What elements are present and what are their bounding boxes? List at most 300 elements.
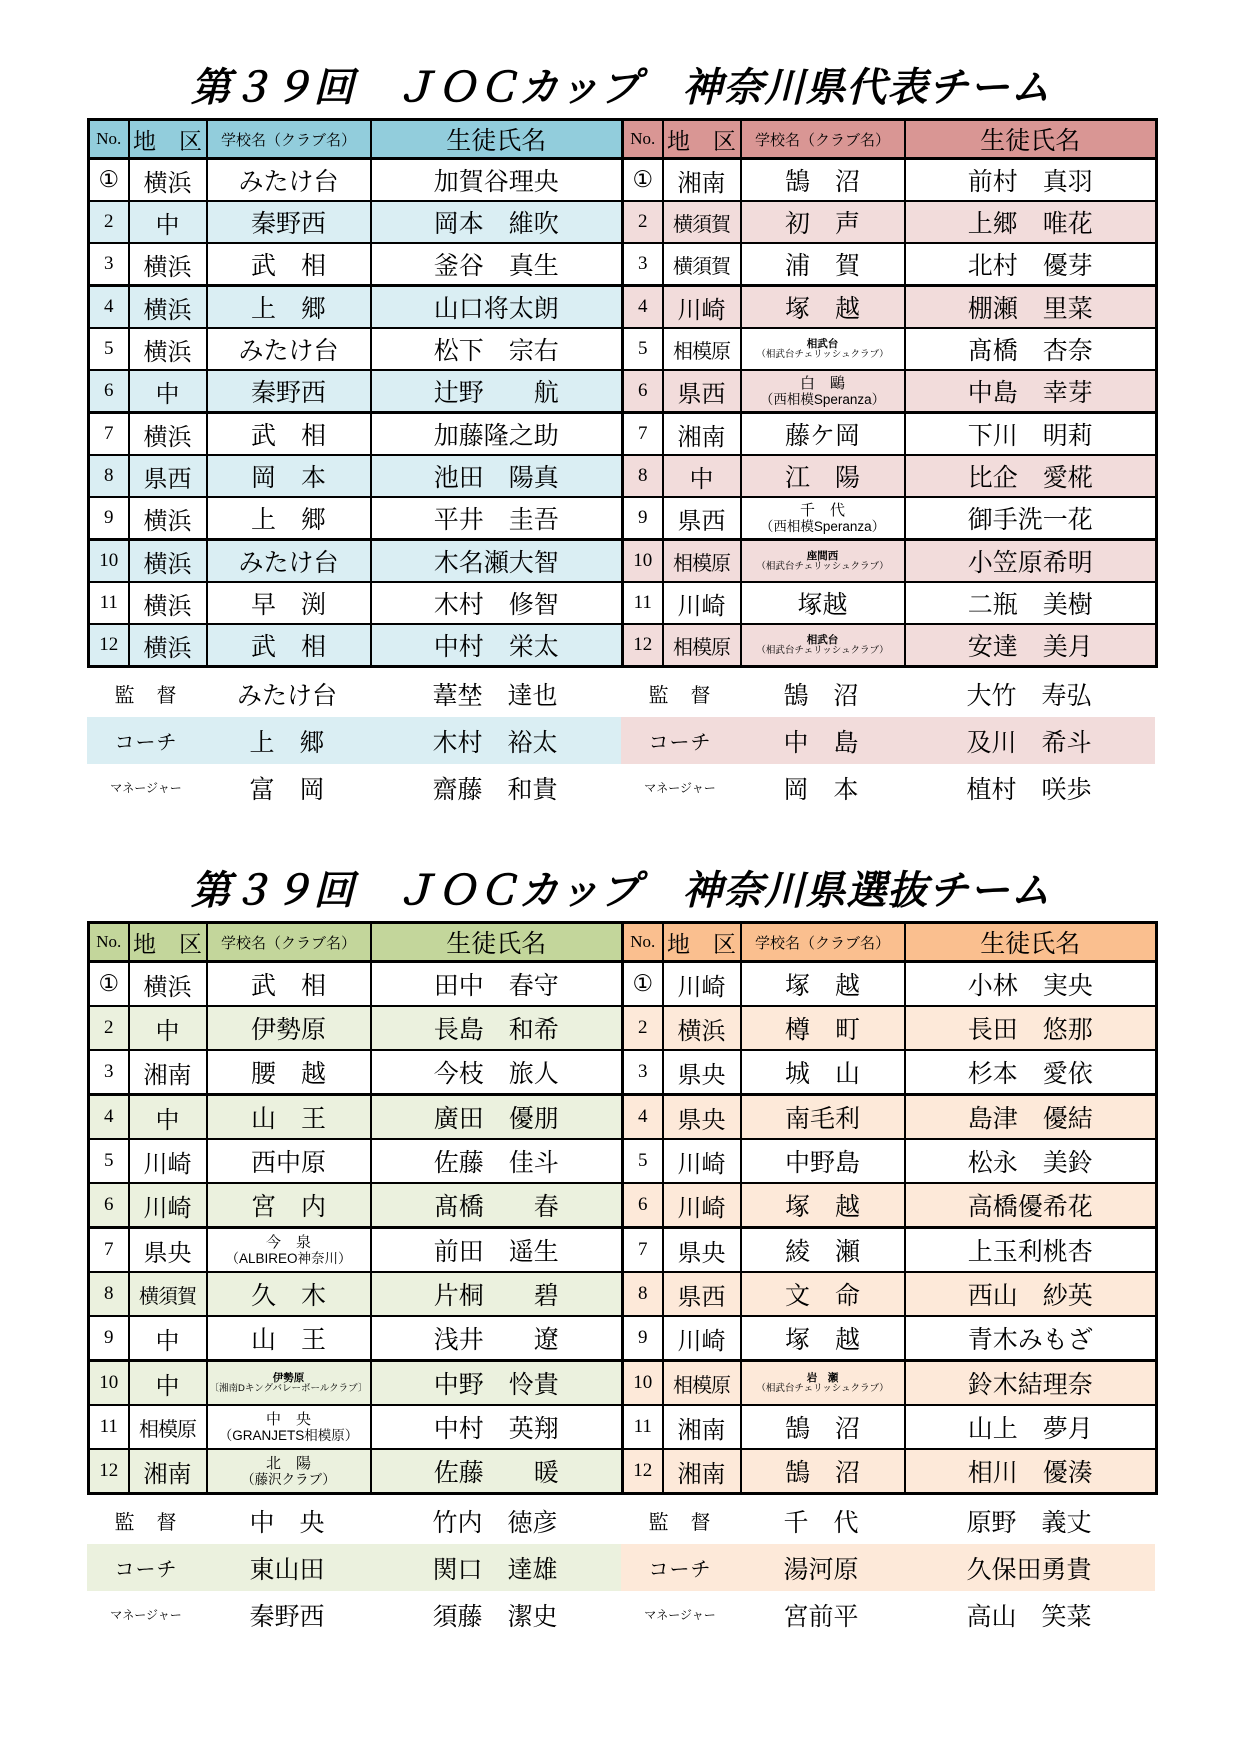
club-name-label: （西相模Speranza） xyxy=(759,518,886,534)
club-name-label: （相武台チェリッシュクラブ） xyxy=(756,560,889,572)
no-cell: 9 xyxy=(89,1316,129,1361)
player-name-cell: 木名瀬大智 xyxy=(371,540,623,583)
district-cell: 横浜 xyxy=(129,624,207,667)
district-cell: 相模原 xyxy=(663,540,741,583)
no-cell: 5 xyxy=(89,1139,129,1183)
player-row xyxy=(89,1316,623,1361)
district-cell: 相模原 xyxy=(663,1361,741,1406)
district-cell: 横浜 xyxy=(129,243,207,286)
no-cell: ① xyxy=(623,962,663,1007)
staff-school: みたけ台 xyxy=(236,682,337,710)
staff-school: 宮前平 xyxy=(783,1603,859,1631)
player-name-cell: 田中 春守 xyxy=(371,962,623,1007)
table-title: 第３９回 ＪＯＣカップ 神奈川県代表チーム xyxy=(190,66,1052,110)
district-cell: 川崎 xyxy=(663,1316,741,1361)
player-name-cell: 上玉利桃杏 xyxy=(905,1228,1157,1273)
no-cell: ① xyxy=(623,159,663,202)
player-row xyxy=(623,159,1157,202)
school-cell: 武 相 xyxy=(207,413,371,456)
player-row xyxy=(89,497,623,540)
district-cell: 横浜 xyxy=(129,328,207,370)
school-cell: みたけ台 xyxy=(207,328,371,370)
header-name: 生徒氏名 xyxy=(371,120,623,159)
no-cell: 12 xyxy=(89,1449,129,1494)
no-cell: 9 xyxy=(89,497,129,540)
player-name-cell: 山口将太朗 xyxy=(371,286,623,329)
school-cell: 山 王 xyxy=(207,1095,371,1140)
no-cell: 11 xyxy=(623,1405,663,1449)
player-name-cell: 佐藤 佳斗 xyxy=(371,1139,623,1183)
school-club-stack xyxy=(742,329,904,369)
district-cell: 川崎 xyxy=(663,582,741,624)
district-cell: 川崎 xyxy=(663,286,741,329)
school-cell: 塚 越 xyxy=(741,286,905,329)
staff-role-label: 監 督 xyxy=(114,1512,178,1534)
player-row xyxy=(623,540,1157,583)
player-name-cell: 加藤隆之助 xyxy=(371,413,623,456)
district-cell: 県西 xyxy=(663,497,741,540)
district-cell: 湘南 xyxy=(663,1405,741,1449)
player-name-cell: 佐藤 暖 xyxy=(371,1449,623,1494)
staff-name: 高山 笑菜 xyxy=(966,1603,1092,1631)
player-name-cell: 杉本 愛依 xyxy=(905,1050,1157,1095)
staff-name: 葦埜 達也 xyxy=(432,682,558,710)
player-name-cell: 下川 明莉 xyxy=(905,413,1157,456)
player-row xyxy=(623,624,1157,667)
school-cell: 初 声 xyxy=(741,201,905,243)
staff-row xyxy=(621,717,1155,764)
school-cell: 秦野西 xyxy=(207,370,371,413)
player-row xyxy=(623,243,1157,286)
no-cell: 4 xyxy=(89,1095,129,1140)
staff-row xyxy=(621,1591,1155,1638)
player-name-cell: 中村 栄太 xyxy=(371,624,623,667)
staff-school: 上 郷 xyxy=(249,729,325,757)
school-cell: 江 陽 xyxy=(741,455,905,497)
staff-name: 関口 達雄 xyxy=(432,1556,558,1584)
player-row xyxy=(89,540,623,583)
no-cell: 2 xyxy=(623,201,663,243)
no-cell: 12 xyxy=(623,1449,663,1494)
player-row xyxy=(623,962,1157,1007)
roster-table xyxy=(87,118,624,668)
team-halves xyxy=(87,118,1155,811)
player-name-cell: 木村 修智 xyxy=(371,582,623,624)
no-cell: 10 xyxy=(89,1361,129,1406)
district-cell: 県西 xyxy=(663,370,741,413)
player-row xyxy=(89,1361,623,1406)
district-cell: 横浜 xyxy=(129,286,207,329)
club-name-label: （藤沢クラブ） xyxy=(241,1471,336,1487)
header-no: No. xyxy=(89,120,129,159)
player-name-cell: 小林 実央 xyxy=(905,962,1157,1007)
school-club-stack xyxy=(742,498,904,538)
staff-row xyxy=(621,670,1155,717)
no-cell: 6 xyxy=(623,1183,663,1228)
school-name-label: 千 代 xyxy=(799,501,845,519)
team-halves xyxy=(87,921,1155,1638)
staff-school: 鵠 沼 xyxy=(783,682,859,710)
no-cell: 8 xyxy=(89,455,129,497)
school-name-label: 中 央 xyxy=(265,1410,311,1428)
school-cell xyxy=(207,1361,371,1406)
team-sheet xyxy=(87,62,1155,811)
player-name-cell: 棚瀬 里菜 xyxy=(905,286,1157,329)
player-row xyxy=(623,1449,1157,1494)
school-cell xyxy=(741,540,905,583)
player-row xyxy=(623,497,1157,540)
district-cell: 横浜 xyxy=(129,582,207,624)
no-cell: 5 xyxy=(89,328,129,370)
player-name-cell: 今枝 旅人 xyxy=(371,1050,623,1095)
no-cell: 2 xyxy=(623,1006,663,1050)
team-sheet xyxy=(87,865,1155,1638)
player-name-cell: 浅井 遼 xyxy=(371,1316,623,1361)
school-club-stack xyxy=(742,625,904,665)
header-row xyxy=(89,923,623,962)
player-row xyxy=(623,1006,1157,1050)
district-cell: 県央 xyxy=(663,1050,741,1095)
school-name-label: 白 鷗 xyxy=(799,374,845,392)
player-name-cell: 廣田 優朋 xyxy=(371,1095,623,1140)
player-row xyxy=(89,201,623,243)
school-cell: 腰 越 xyxy=(207,1050,371,1095)
no-cell: 5 xyxy=(623,1139,663,1183)
player-row xyxy=(89,455,623,497)
district-cell: 横浜 xyxy=(129,497,207,540)
header-row xyxy=(89,120,623,159)
school-cell: 山 王 xyxy=(207,1316,371,1361)
club-name-label: （相武台チェリッシュクラブ） xyxy=(756,644,889,656)
player-row xyxy=(623,201,1157,243)
school-cell: 綾 瀬 xyxy=(741,1228,905,1273)
no-cell: 3 xyxy=(89,243,129,286)
player-row xyxy=(89,328,623,370)
staff-row xyxy=(621,1497,1155,1544)
player-name-cell: 長島 和希 xyxy=(371,1006,623,1050)
staff-name: 原野 義丈 xyxy=(966,1509,1092,1537)
school-cell: 岡 本 xyxy=(207,455,371,497)
no-cell: 6 xyxy=(89,370,129,413)
player-row xyxy=(89,1050,623,1095)
team-half xyxy=(621,118,1155,811)
school-club-stack xyxy=(208,1362,370,1404)
club-name-label: （相武台チェリッシュクラブ） xyxy=(756,348,889,360)
player-name-cell: 髙橋 杏奈 xyxy=(905,328,1157,370)
no-cell: 7 xyxy=(623,413,663,456)
player-name-cell: 髙橋 春 xyxy=(371,1183,623,1228)
school-cell: 塚 越 xyxy=(741,962,905,1007)
player-row xyxy=(89,624,623,667)
player-name-cell: 上郷 唯花 xyxy=(905,201,1157,243)
roster-table xyxy=(621,921,1158,1495)
school-name-label: 岩 瀬 xyxy=(806,1371,839,1384)
school-club-stack xyxy=(742,371,904,411)
school-cell: 上 郷 xyxy=(207,286,371,329)
player-row xyxy=(89,962,623,1007)
header-name: 生徒氏名 xyxy=(371,923,623,962)
no-cell: 3 xyxy=(623,243,663,286)
player-row xyxy=(89,582,623,624)
school-club-stack xyxy=(742,1362,904,1404)
school-name-label: 相武台 xyxy=(806,633,839,646)
district-cell: 川崎 xyxy=(663,1139,741,1183)
district-cell: 県西 xyxy=(129,455,207,497)
school-cell: 西中原 xyxy=(207,1139,371,1183)
player-row xyxy=(89,243,623,286)
roster-table xyxy=(621,118,1158,668)
header-district: 地 区 xyxy=(129,120,207,159)
staff-role-label: 監 督 xyxy=(648,1512,712,1534)
district-cell: 相模原 xyxy=(129,1405,207,1449)
school-cell: 武 相 xyxy=(207,962,371,1007)
header-district: 地 区 xyxy=(663,120,741,159)
player-row xyxy=(623,582,1157,624)
staff-role-label: マネージャー xyxy=(644,1608,716,1622)
no-cell: 9 xyxy=(623,1316,663,1361)
player-name-cell: 前田 遥生 xyxy=(371,1228,623,1273)
player-row xyxy=(623,1316,1157,1361)
no-cell: 4 xyxy=(623,1095,663,1140)
header-no: No. xyxy=(623,120,663,159)
player-name-cell: 北村 優芽 xyxy=(905,243,1157,286)
no-cell: 9 xyxy=(623,497,663,540)
no-cell: 12 xyxy=(623,624,663,667)
school-cell: 鵠 沼 xyxy=(741,159,905,202)
no-cell: 8 xyxy=(623,455,663,497)
staff-role-label: コーチ xyxy=(114,732,178,754)
staff-role-label: マネージャー xyxy=(110,1608,182,1622)
school-cell: 文 命 xyxy=(741,1272,905,1316)
player-name-cell: 島津 優結 xyxy=(905,1095,1157,1140)
player-name-cell: 西山 紗英 xyxy=(905,1272,1157,1316)
header-district: 地 区 xyxy=(663,923,741,962)
no-cell: 7 xyxy=(89,1228,129,1273)
district-cell: 中 xyxy=(129,1361,207,1406)
staff-row xyxy=(87,717,621,764)
no-cell: 8 xyxy=(89,1272,129,1316)
school-cell: 中野島 xyxy=(741,1139,905,1183)
school-cell: みたけ台 xyxy=(207,540,371,583)
school-cell: 早 渕 xyxy=(207,582,371,624)
school-cell: 上 郷 xyxy=(207,497,371,540)
staff-role-label: コーチ xyxy=(648,732,712,754)
staff-name: 須藤 潔史 xyxy=(432,1603,558,1631)
staff-role-label: コーチ xyxy=(648,1559,712,1581)
staff-school: 湯河原 xyxy=(783,1556,859,1584)
district-cell: 川崎 xyxy=(129,1139,207,1183)
staff-role-label: コーチ xyxy=(114,1559,178,1581)
staff-name: 大竹 寿弘 xyxy=(966,682,1092,710)
staff-school: 富 岡 xyxy=(249,776,325,804)
district-cell: 湘南 xyxy=(663,413,741,456)
header-row xyxy=(623,120,1157,159)
no-cell: 3 xyxy=(623,1050,663,1095)
school-cell: 塚 越 xyxy=(741,1316,905,1361)
club-name-label: （相武台チェリッシュクラブ） xyxy=(756,1382,889,1394)
no-cell: 7 xyxy=(623,1228,663,1273)
district-cell: 相模原 xyxy=(663,328,741,370)
no-cell: 2 xyxy=(89,201,129,243)
team-half xyxy=(87,921,621,1638)
district-cell: 中 xyxy=(129,1006,207,1050)
no-cell: 11 xyxy=(89,582,129,624)
no-cell: 2 xyxy=(89,1006,129,1050)
player-name-cell: 中村 英翔 xyxy=(371,1405,623,1449)
school-cell xyxy=(741,328,905,370)
district-cell: 県西 xyxy=(663,1272,741,1316)
district-cell: 中 xyxy=(129,370,207,413)
district-cell: 県央 xyxy=(663,1095,741,1140)
header-row xyxy=(623,923,1157,962)
no-cell: 5 xyxy=(623,328,663,370)
school-cell: 久 木 xyxy=(207,1272,371,1316)
school-club-stack xyxy=(208,1450,370,1492)
player-row xyxy=(89,159,623,202)
school-cell xyxy=(207,1405,371,1449)
player-row xyxy=(89,370,623,413)
staff-block xyxy=(621,670,1155,811)
player-name-cell: 釜谷 真生 xyxy=(371,243,623,286)
header-school: 学校名（クラブ名） xyxy=(207,923,371,962)
no-cell: 3 xyxy=(89,1050,129,1095)
district-cell: 川崎 xyxy=(663,962,741,1007)
district-cell: 湘南 xyxy=(663,159,741,202)
school-name-label: 北 陽 xyxy=(265,1454,311,1472)
club-name-label: （ALBIREO神奈川） xyxy=(225,1250,352,1266)
staff-role-label: マネージャー xyxy=(110,781,182,795)
school-cell: 宮 内 xyxy=(207,1183,371,1228)
player-row xyxy=(623,1272,1157,1316)
header-district: 地 区 xyxy=(129,923,207,962)
player-name-cell: 安達 美月 xyxy=(905,624,1157,667)
player-row xyxy=(89,1228,623,1273)
school-name-label: 相武台 xyxy=(806,337,839,350)
district-cell: 相模原 xyxy=(663,624,741,667)
school-cell xyxy=(207,1228,371,1273)
staff-row xyxy=(621,1544,1155,1591)
staff-block xyxy=(87,670,621,811)
no-cell: 12 xyxy=(89,624,129,667)
header-no: No. xyxy=(89,923,129,962)
player-row xyxy=(89,286,623,329)
header-school: 学校名（クラブ名） xyxy=(741,120,905,159)
school-cell: 鵠 沼 xyxy=(741,1405,905,1449)
player-name-cell: 比企 愛椛 xyxy=(905,455,1157,497)
player-row xyxy=(623,413,1157,456)
player-name-cell: 高橋優希花 xyxy=(905,1183,1157,1228)
player-row xyxy=(89,1006,623,1050)
player-name-cell: 相川 優湊 xyxy=(905,1449,1157,1494)
player-row xyxy=(89,1095,623,1140)
staff-row xyxy=(87,1497,621,1544)
player-name-cell: 鈴木結理奈 xyxy=(905,1361,1157,1406)
school-cell: 塚越 xyxy=(741,582,905,624)
player-row xyxy=(89,1449,623,1494)
district-cell: 湘南 xyxy=(663,1449,741,1494)
player-name-cell: 青木みもざ xyxy=(905,1316,1157,1361)
district-cell: 中 xyxy=(129,201,207,243)
no-cell: 11 xyxy=(89,1405,129,1449)
staff-name: 植村 咲歩 xyxy=(966,776,1092,804)
school-cell: 伊勢原 xyxy=(207,1006,371,1050)
player-row xyxy=(623,1183,1157,1228)
staff-row xyxy=(621,764,1155,811)
school-cell: みたけ台 xyxy=(207,159,371,202)
school-cell: 南毛利 xyxy=(741,1095,905,1140)
district-cell: 横浜 xyxy=(129,159,207,202)
district-cell: 川崎 xyxy=(663,1183,741,1228)
staff-name: 久保田勇貴 xyxy=(966,1556,1092,1584)
district-cell: 川崎 xyxy=(129,1183,207,1228)
player-name-cell: 岡本 維吹 xyxy=(371,201,623,243)
school-cell: 藤ケ岡 xyxy=(741,413,905,456)
club-name-label: 〔湘南Dキングバレーボールクラブ〕 xyxy=(209,1382,368,1394)
player-name-cell: 平井 圭吾 xyxy=(371,497,623,540)
player-name-cell: 片桐 碧 xyxy=(371,1272,623,1316)
district-cell: 湘南 xyxy=(129,1050,207,1095)
school-club-stack xyxy=(208,1406,370,1448)
club-name-label: （西相模Speranza） xyxy=(759,391,886,407)
staff-row xyxy=(87,1591,621,1638)
no-cell: 10 xyxy=(623,1361,663,1406)
no-cell: 7 xyxy=(89,413,129,456)
player-row xyxy=(623,1095,1157,1140)
school-cell xyxy=(741,1361,905,1406)
player-name-cell: 中島 幸芽 xyxy=(905,370,1157,413)
no-cell: ① xyxy=(89,962,129,1007)
player-name-cell: 山上 夢月 xyxy=(905,1405,1157,1449)
staff-name: 竹内 徳彦 xyxy=(432,1509,558,1537)
school-cell: 浦 賀 xyxy=(741,243,905,286)
club-name-label: （GRANJETS相模原） xyxy=(218,1427,359,1443)
player-name-cell: 松永 美鈴 xyxy=(905,1139,1157,1183)
player-row xyxy=(89,1183,623,1228)
school-cell: 樽 町 xyxy=(741,1006,905,1050)
player-row xyxy=(623,1139,1157,1183)
player-name-cell: 池田 陽真 xyxy=(371,455,623,497)
school-cell: 秦野西 xyxy=(207,201,371,243)
player-row xyxy=(623,1405,1157,1449)
school-name-label: 今 泉 xyxy=(265,1233,311,1251)
staff-school: 中 島 xyxy=(783,729,859,757)
player-name-cell: 前村 真羽 xyxy=(905,159,1157,202)
school-cell: 塚 越 xyxy=(741,1183,905,1228)
player-row xyxy=(89,413,623,456)
player-name-cell: 長田 悠那 xyxy=(905,1006,1157,1050)
district-cell: 横浜 xyxy=(663,1006,741,1050)
district-cell: 県央 xyxy=(663,1228,741,1273)
player-row xyxy=(623,286,1157,329)
staff-school: 秦野西 xyxy=(249,1603,325,1631)
player-row xyxy=(89,1272,623,1316)
player-name-cell: 小笠原希明 xyxy=(905,540,1157,583)
staff-block xyxy=(87,1497,621,1638)
district-cell: 横浜 xyxy=(129,540,207,583)
header-name: 生徒氏名 xyxy=(905,120,1157,159)
school-cell xyxy=(207,1449,371,1494)
no-cell: 10 xyxy=(89,540,129,583)
district-cell: 横浜 xyxy=(129,413,207,456)
staff-school: 東山田 xyxy=(249,1556,325,1584)
player-row xyxy=(623,328,1157,370)
player-name-cell: 中野 怜貴 xyxy=(371,1361,623,1406)
district-cell: 湘南 xyxy=(129,1449,207,1494)
staff-school: 千 代 xyxy=(783,1509,859,1537)
staff-name: 及川 希斗 xyxy=(966,729,1092,757)
team-half xyxy=(87,118,621,811)
district-cell: 横浜 xyxy=(129,962,207,1007)
